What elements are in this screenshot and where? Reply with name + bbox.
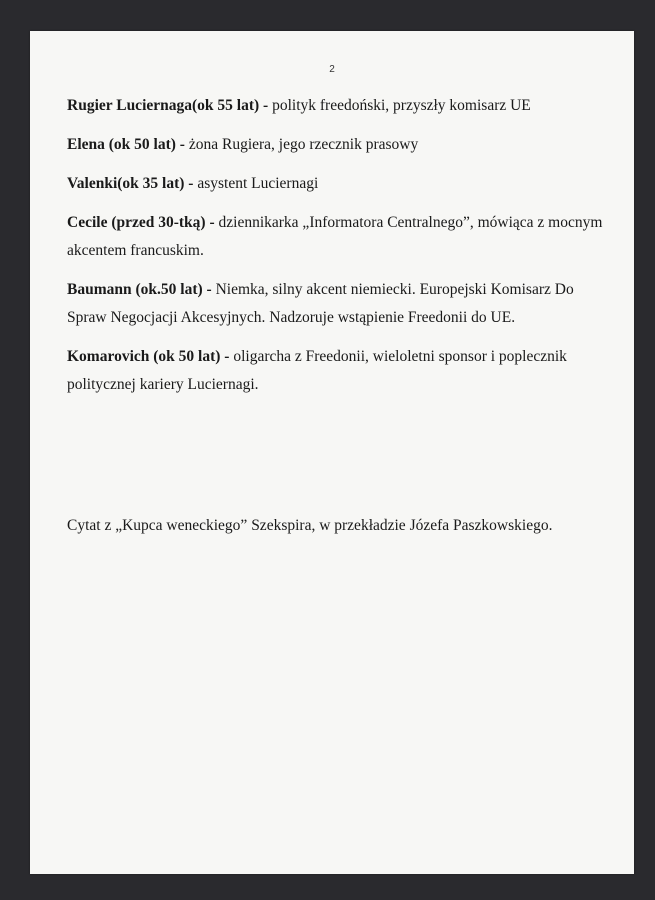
character-entry-komarovich: [67, 343, 607, 399]
character-name: Elena (ok 50 lat) -: [67, 136, 185, 153]
character-description: polityk freedoński, przyszły komisarz UE: [268, 97, 531, 114]
character-description: Niemka, silny akcent niemiecki. Europejski Komisarz Do Spraw Negocjacji Akcesyjnych. Nadzoruje wstąpienie Freedonii do UE.: [67, 281, 574, 326]
quote-note: Cytat z „Kupca weneckiego” Szekspira, w przekładzie Józefa Paszkowskiego.: [67, 517, 553, 534]
page-number: 2: [329, 64, 335, 75]
character-description: oligarcha z Freedonii, wieloletni sponsor i poplecznik politycznej kariery Luciernagi.: [67, 348, 567, 393]
document-page: [30, 31, 634, 874]
character-description: asystent Luciernagi: [193, 175, 319, 192]
character-entry-rugier: [67, 92, 607, 120]
character-description: dziennikarka „Informatora Centralnego”, mówiąca z mocnym akcentem francuskim.: [67, 214, 603, 259]
character-name: Valenki(ok 35 lat) -: [67, 175, 194, 192]
character-entry-cecile: [67, 209, 607, 265]
character-entry-valenki: [67, 170, 607, 198]
character-list: [67, 92, 607, 410]
character-name: Komarovich (ok 50 lat) -: [67, 348, 230, 365]
character-name: Cecile (przed 30-tką) -: [67, 214, 215, 231]
character-name: Rugier Luciernaga(ok 55 lat) -: [67, 97, 269, 114]
character-entry-elena: [67, 131, 607, 159]
character-entry-baumann: [67, 276, 607, 332]
character-name: Baumann (ok.50 lat) -: [67, 281, 212, 298]
character-description: żona Rugiera, jego rzecznik prasowy: [184, 136, 419, 153]
